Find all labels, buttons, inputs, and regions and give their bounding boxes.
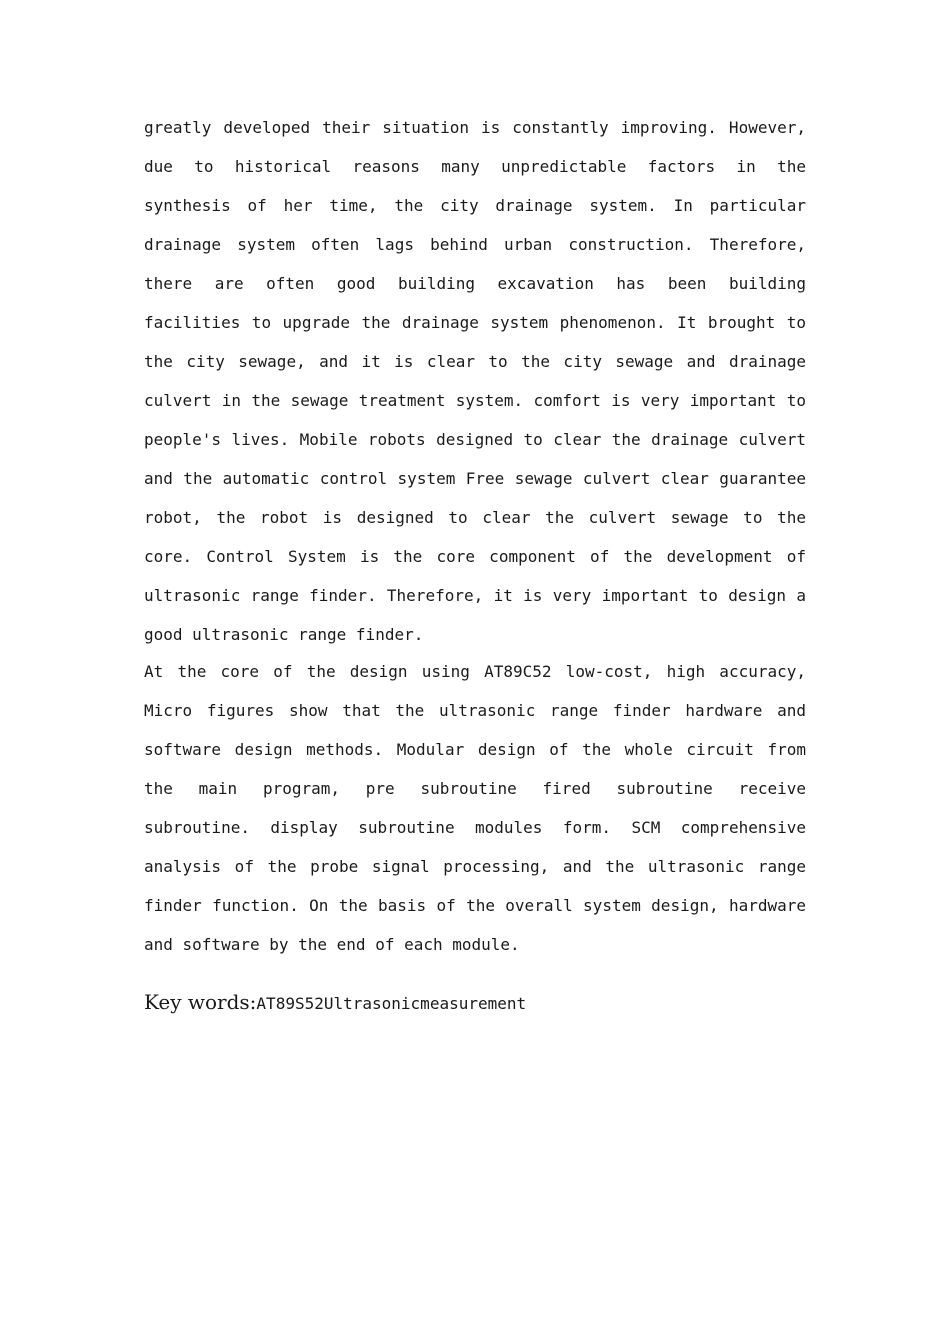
abstract-paragraph-2: At the core of the design using AT89C52 low-cost, high accuracy, Micro figures show that the ultrasonic range finder hardware and software design methods. Modular design of the whole circuit from the main program, pre subroutine fired subroutine receive subroutine. display subroutine modules form. SCM comprehensive analysis of the probe signal processing, and the ultrasonic range finder function. On the basis of the overall system design, hardware and software by the end of each module.: [144, 662, 806, 954]
keywords-value: AT89S52Ultrasonicmeasurement: [256, 994, 527, 1013]
abstract-paragraph-1: greatly developed their situation is constantly improving. However, due to historical reasons many unpredictable factors in the synthesis of her time, the city drainage system. In particular drainage system often lags behind urban construction. Therefore, there are often good building excavation has been building facilities to upgrade the drainage system phenomenon. It brought to the city sewage, and it is clear to the city sewage and drainage culvert in the sewage treatment system. comfort is very important to people's lives. Mobile robots designed to clear the drainage culvert and the automatic control system Free sewage culvert clear guarantee robot, the robot is designed to clear the culvert sewage to the core. Control System is the core component of the development of ultrasonic range finder. Therefore, it is very important to design a good ultrasonic range finder.: [144, 118, 806, 644]
keywords-line: [144, 990, 806, 1014]
keywords-label: Key words:: [144, 990, 257, 1014]
